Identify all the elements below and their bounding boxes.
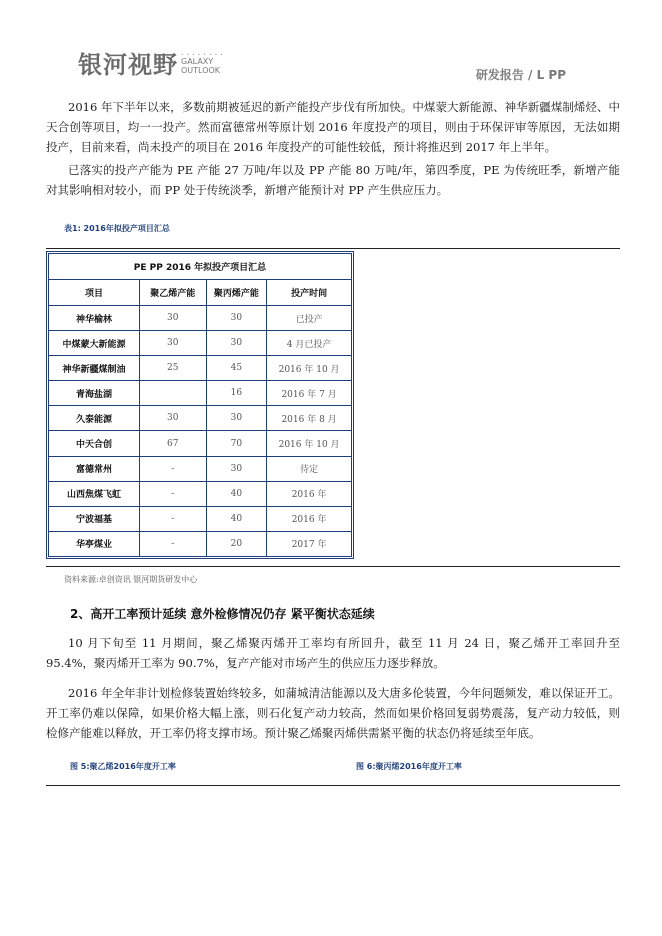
project-name: 中天合创 xyxy=(49,431,140,456)
paragraph-3: 10 月下旬至 11 月期间，聚乙烯聚丙烯开工率均有所回升，截至 11 月 24 日，聚乙烯开工率回升至 95.4%，聚丙烯开工率为 90.7%，复产产能对市场产生的供应压力逐步释放。 xyxy=(46,636,620,670)
project-name: 华亭煤业 xyxy=(49,531,140,556)
pe-capacity: 30 xyxy=(139,331,206,356)
pp-capacity: 30 xyxy=(206,456,267,481)
projects-table-grid xyxy=(48,253,352,557)
pp-capacity: 30 xyxy=(206,306,267,331)
table-row xyxy=(49,306,352,331)
report-label: 研发报告 / L PP xyxy=(475,68,566,82)
col-header-start-time: 投产时间 xyxy=(267,280,352,306)
start-time: 2016 年 7 月 xyxy=(267,381,352,406)
pe-capacity: 25 xyxy=(139,356,206,381)
start-time: 2016 年 xyxy=(267,481,352,506)
logo-chinese-text: 银河视野 xyxy=(78,51,178,79)
project-name: 富德常州 xyxy=(49,456,140,481)
pp-capacity: 30 xyxy=(206,331,267,356)
start-time: 4 月已投产 xyxy=(267,331,352,356)
figure-6-caption: 图 6:聚丙烯2016年度开工率 xyxy=(356,762,462,771)
pp-capacity: 30 xyxy=(206,406,267,431)
table-row xyxy=(49,431,352,456)
start-time: 2016 年 8 月 xyxy=(267,406,352,431)
table-header-row xyxy=(49,280,352,306)
start-time: 待定 xyxy=(267,456,352,481)
pe-capacity: 30 xyxy=(139,406,206,431)
table-row xyxy=(49,531,352,556)
start-time: 已投产 xyxy=(267,306,352,331)
table-row xyxy=(49,406,352,431)
start-time: 2016 年 10 月 xyxy=(267,356,352,381)
pe-capacity: - xyxy=(139,481,206,506)
paragraph-1: 2016 年下半年以来，多数前期被延迟的新产能投产步伐有所加快。中煤蒙大新能源、神华新疆煤制烯烃、中天合创等项目，均一一投产。然而富德常州等原计划 2016 年度投产的项目，则由于环保评审等原因，无法如期投产，目前来看，尚未投产的项目在 2016 年度投产的可能性较低，预计将推迟到 2017 年上半年。 xyxy=(46,100,620,154)
project-name: 青海盐湖 xyxy=(49,381,140,406)
project-name: 中煤蒙大新能源 xyxy=(49,331,140,356)
project-name: 神华榆林 xyxy=(49,306,140,331)
logo-english-line2: OUTLOOK xyxy=(181,66,221,75)
pp-capacity: 20 xyxy=(206,531,267,556)
table-row xyxy=(49,356,352,381)
project-name: 神华新疆煤制油 xyxy=(49,356,140,381)
pe-capacity: 30 xyxy=(139,306,206,331)
logo-english-line1: GALAXY xyxy=(181,57,214,66)
table-title-row xyxy=(49,254,352,280)
start-time: 2016 年 10 月 xyxy=(267,431,352,456)
table-source: 资料来源:卓创资讯 银河期货研发中心 xyxy=(64,575,198,584)
figure-5-caption: 图 5:聚乙烯2016年度开工率 xyxy=(70,762,176,771)
pe-capacity: - xyxy=(139,506,206,531)
table-bottom-rule xyxy=(46,566,620,567)
pe-capacity xyxy=(139,381,206,406)
galaxy-outlook-logo xyxy=(78,52,224,77)
project-name: 宁波福基 xyxy=(49,506,140,531)
pe-capacity: 67 xyxy=(139,431,206,456)
start-time: 2016 年 xyxy=(267,506,352,531)
pe-capacity: - xyxy=(139,456,206,481)
project-name: 山西焦煤飞虹 xyxy=(49,481,140,506)
table-caption: 表1: 2016年拟投产项目汇总 xyxy=(64,224,170,233)
table-title: PE PP 2016 年拟投产项目汇总 xyxy=(49,254,352,280)
table-row xyxy=(49,331,352,356)
table-row xyxy=(49,481,352,506)
pp-capacity: 70 xyxy=(206,431,267,456)
project-name: 久泰能源 xyxy=(49,406,140,431)
table-row xyxy=(49,456,352,481)
logo-english-text xyxy=(181,52,224,77)
col-header-project: 项目 xyxy=(49,280,140,306)
table-row xyxy=(49,381,352,406)
figure-top-rule xyxy=(46,785,620,786)
logo-dots: • • • • • • • • xyxy=(181,52,224,57)
table-row xyxy=(49,506,352,531)
paragraph-4: 2016 年全年非计划检修装置始终较多，如蒲城清洁能源以及大唐多伦装置，今年问题频发，难以保证开工。开工率仍难以保障，如果价格大幅上涨，则石化复产动力较高，然而如果价格回复弱势震荡，复产动力较低，则检修产能难以释放，开工率仍将支撑市场。预计聚乙烯聚丙烯供需紧平衡的状态仍将延续至年底。 xyxy=(46,686,620,740)
projects-table xyxy=(46,251,354,559)
pp-capacity: 16 xyxy=(206,381,267,406)
col-header-pe-capacity: 聚乙烯产能 xyxy=(139,280,206,306)
paragraph-2: 已落实的投产产能为 PE 产能 27 万吨/年以及 PP 产能 80 万吨/年，第四季度，PE 为传统旺季，新增产能对其影响相对较小，而 PP 处于传统淡季，新增产能预计对 PP 产生供应压力。 xyxy=(46,163,620,197)
start-time: 2017 年 xyxy=(267,531,352,556)
section-heading: 2、高开工率预计延续 意外检修情况仍存 紧平衡状态延续 xyxy=(70,607,375,621)
pp-capacity: 40 xyxy=(206,481,267,506)
table-top-rule xyxy=(46,248,620,249)
pe-capacity: - xyxy=(139,531,206,556)
col-header-pp-capacity: 聚丙烯产能 xyxy=(206,280,267,306)
pp-capacity: 45 xyxy=(206,356,267,381)
pp-capacity: 40 xyxy=(206,506,267,531)
